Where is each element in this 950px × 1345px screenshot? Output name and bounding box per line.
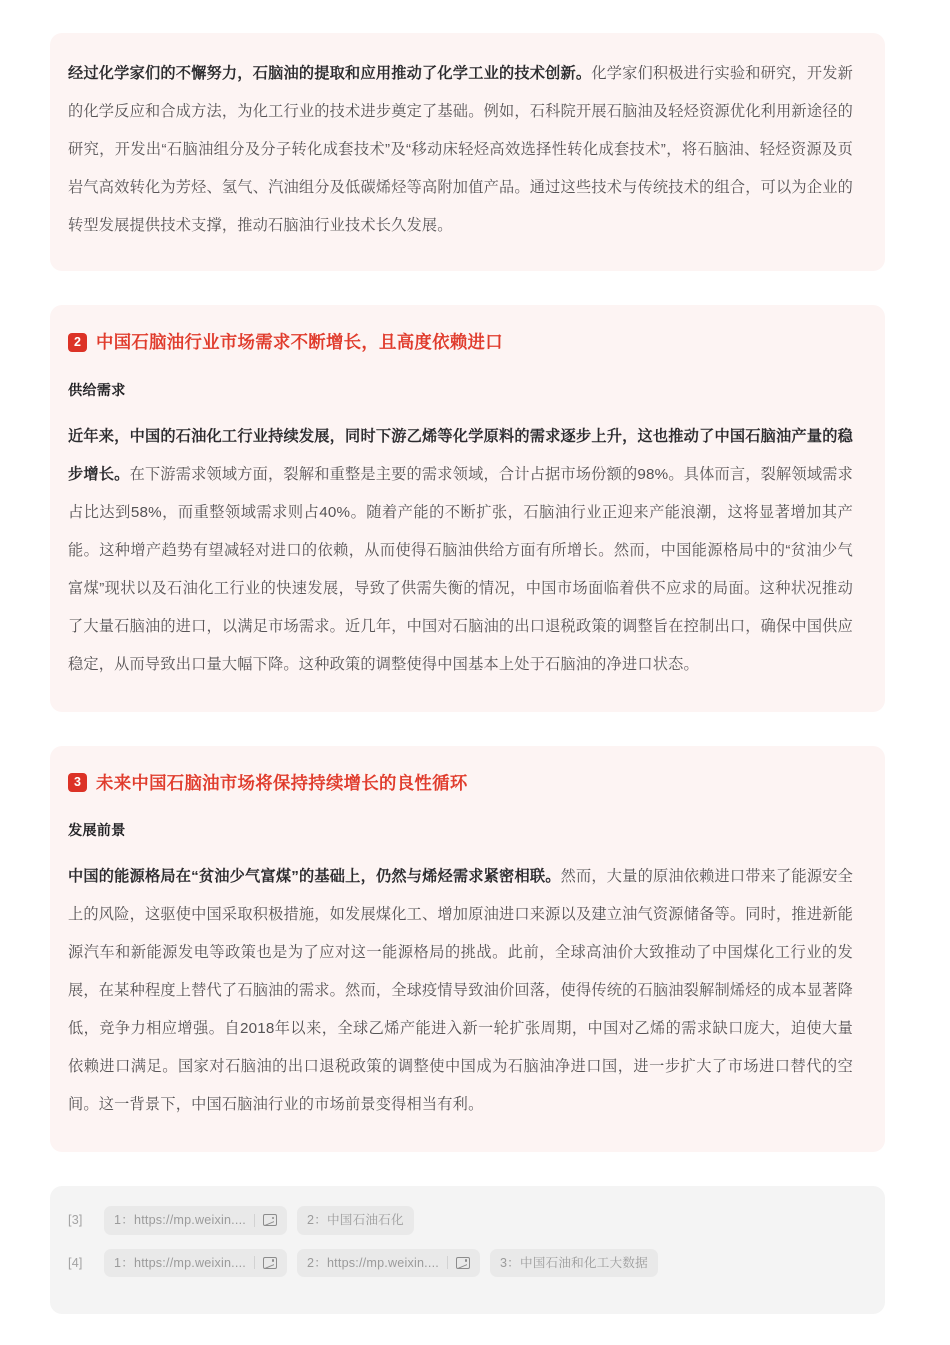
paragraph-technology-innovation xyxy=(68,55,853,245)
content-card-section-2 xyxy=(50,305,885,712)
section-title: 中国石脑油行业市场需求不断增长，且高度依赖进口 xyxy=(96,332,503,352)
reference-chip-label: 2：中国石油石化 xyxy=(306,1213,404,1228)
content-card-technology-innovation xyxy=(50,33,885,271)
broken-image-icon xyxy=(263,1214,277,1226)
chip-divider xyxy=(254,1256,255,1269)
content-card-section-3 xyxy=(50,746,885,1153)
section-heading-3 xyxy=(68,772,853,795)
reference-chip[interactable] xyxy=(297,1249,480,1277)
paragraph-lead-bold: 经过化学家们的不懈努力，石脑油的提取和应用推动了化学工业的技术创新。 xyxy=(68,65,592,82)
reference-index: [3] xyxy=(68,1213,83,1228)
chip-divider xyxy=(447,1256,448,1269)
paragraph-section-2 xyxy=(68,418,853,684)
reference-chip[interactable] xyxy=(104,1249,287,1277)
reference-chip-label: 1：https://mp.weixin.... xyxy=(114,1255,246,1270)
broken-image-icon xyxy=(263,1257,277,1269)
reference-chip-label: 2：https://mp.weixin.... xyxy=(306,1255,439,1270)
section-subheading-development-outlook: 发展前景 xyxy=(68,823,126,840)
reference-index: [4] xyxy=(68,1255,83,1270)
section-heading-2 xyxy=(68,331,853,354)
reference-chip-label: 3：中国石油和化工大数据 xyxy=(499,1255,648,1270)
reference-row xyxy=(68,1206,861,1234)
paragraph-body: 在下游需求领域方面，裂解和重整是主要的需求领域，合计占据市场份额的98%。具体而言，裂解领域需求占比达到58%，而重整领域需求则占40%。随着产能的不断扩张，石脑油行业正迎来产能浪潮，这将显著增加其产能。这种增产趋势有望减轻对进口的依赖，从而使得石脑油供给方面有所增长。然而，中国能源格局中的“贫油少气富煤”现状以及石油化工行业的快速发展，导致了供需失衡的情况，中国市场面临着供不应求的局面。这种状况推动了大量石脑油的进口，以满足市场需求。近几年，中国对石脑油的出口退税政策的调整旨在控制出口，确保中国供应稳定，从而导致出口量大幅下降。这种政策的调整使得中国基本上处于石脑油的净进口状态。 xyxy=(68,465,853,673)
paragraph-lead-bold: 近年来，中国的石油化工行业持续发展，同时下游乙烯等化学原料的需求逐步上升，这也推动了中国石脑油产量的稳步增长。 xyxy=(68,427,853,483)
reference-row xyxy=(68,1249,861,1277)
reference-chip[interactable] xyxy=(490,1249,658,1277)
references-card xyxy=(50,1186,885,1314)
section-subheading-supply-demand: 供给需求 xyxy=(68,382,126,399)
section-number-badge: 3 xyxy=(68,773,87,792)
paragraph-body: 化学家们积极进行实验和研究，开发新的化学反应和合成方法，为化工行业的技术进步奠定了基础。例如，石科院开展石脑油及轻烃资源优化利用新途径的研究，开发出“石脑油组分及分子转化成套技术”及“移动床轻烃高效选择性转化成套技术”，将石脑油、轻烃资源及页岩气高效转化为芳烃、氢气、汽油组分及低碳烯烃等高附加值产品。通过这些技术与传统技术的组合，可以为企业的转型发展提供技术支撑，推动石脑油行业技术长久发展。 xyxy=(68,65,853,234)
chip-divider xyxy=(254,1214,255,1227)
section-title: 未来中国石脑油市场将保持持续增长的良性循环 xyxy=(96,772,468,793)
reference-chip-label: 1：https://mp.weixin.... xyxy=(114,1213,246,1228)
paragraph-section-3 xyxy=(68,858,853,1124)
broken-image-icon xyxy=(456,1257,470,1269)
reference-chip[interactable] xyxy=(104,1206,287,1234)
paragraph-body: 然而，大量的原油依赖进口带来了能源安全上的风险，这驱使中国采取积极措施，如发展煤化工、增加原油进口来源以及建立油气资源储备等。同时，推进新能源汽车和新能源发电等政策也是为了应对这一能源格局的挑战。此前，全球高油价大致推动了中国煤化工行业的发展，在某种程度上替代了石脑油的需求。然而，全球疫情导致油价回落，使得传统的石脑油裂解制烯烃的成本显著降低，竞争力相应增强。自2018年以来，全球乙烯产能进入新一轮扩张周期，中国对乙烯的需求缺口庞大，迫使大量依赖进口满足。国家对石脑油的出口退税政策的调整使中国成为石脑油净进口国，进一步扩大了市场进口替代的空间。这一背景下，中国石脑油行业的市场前景变得相当有利。 xyxy=(68,868,853,1114)
reference-chip[interactable] xyxy=(297,1206,414,1234)
section-number-badge: 2 xyxy=(68,333,87,352)
paragraph-lead-bold: 中国的能源格局在“贫油少气富煤”的基础上，仍然与烯烃需求紧密相联。 xyxy=(68,868,561,886)
